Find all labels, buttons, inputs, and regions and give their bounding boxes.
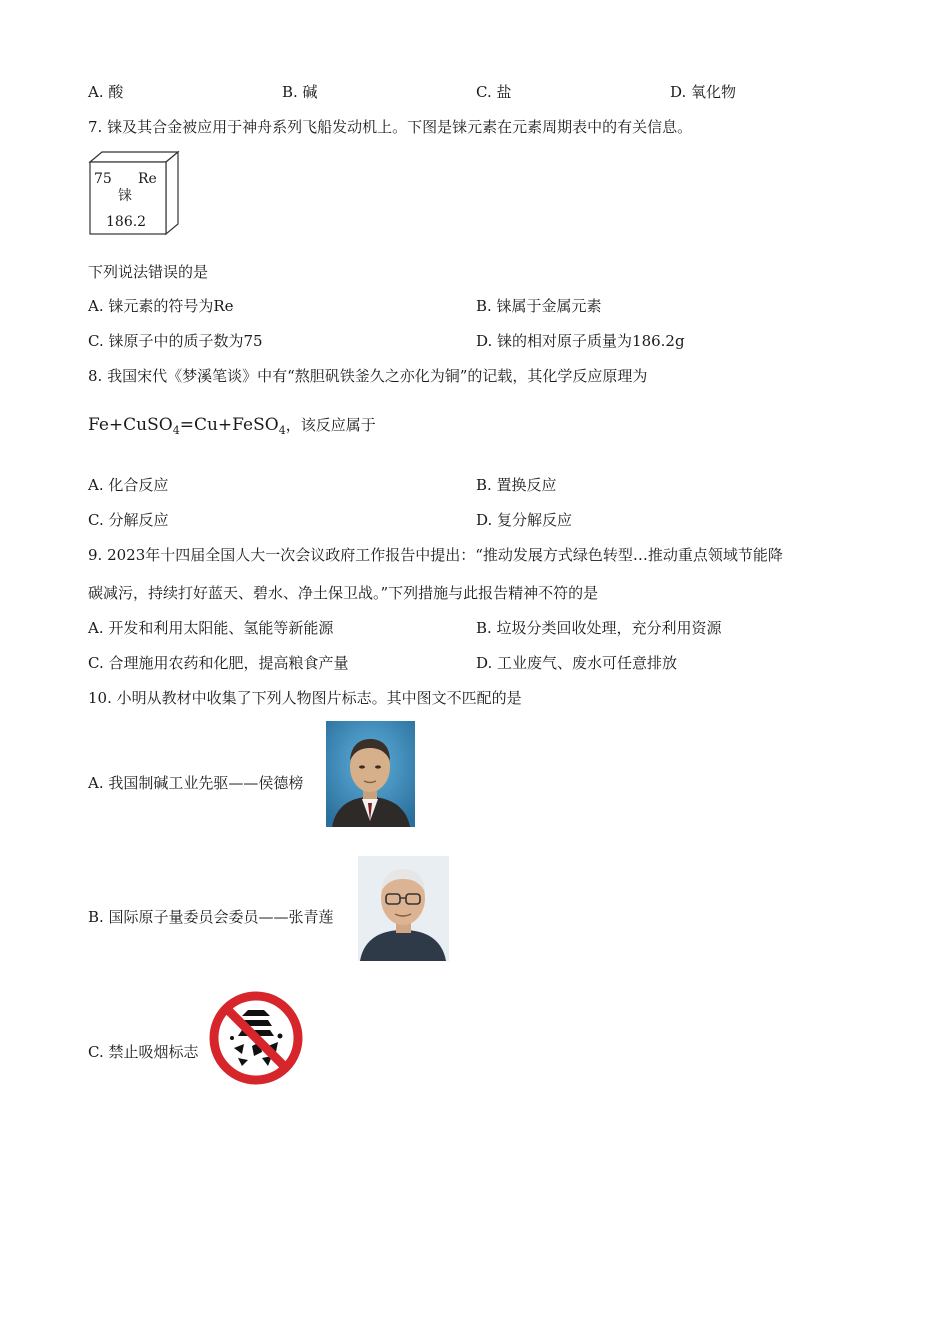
q8-option-d: D. 复分解反应 [476,511,573,529]
q6-option-c: C. 盐 [476,83,512,101]
q9-stem-line-2: 碳减污，持续打好蓝天、碧水、净土保卫战。”下列措施与此报告精神不符的是 [88,584,599,602]
q7-option-b: B. 铼属于金属元素 [476,297,602,315]
equation-part-2: =Cu+FeSO [179,415,279,435]
q8-option-a: A. 化合反应 [88,476,169,494]
q9-option-d: D. 工业废气、废水可任意排放 [476,654,678,672]
element-mass: 186.2 [106,214,147,230]
equation-tail: ，该反应属于 [285,416,376,434]
q7-stem: 7. 铼及其合金被应用于神舟系列飞船发动机上。下图是铼元素在元素周期表中的有关信息。 [88,118,693,136]
q8-option-c: C. 分解反应 [88,511,169,529]
element-number: 75 [94,171,112,187]
equation-part-1: Fe+CuSO [88,415,173,435]
q8-option-b: B. 置换反应 [476,476,557,494]
q8-stem: 8. 我国宋代《梦溪笔谈》中有“熬胆矾铁釜久之亦化为铜”的记载，其化学反应原理为 [88,367,648,385]
q7-option-a: A. 铼元素的符号为Re [88,297,234,315]
no-fireworks-sign-icon [208,990,304,1086]
q7-prompt: 下列说法错误的是 [88,263,209,281]
element-symbol: Re [138,171,157,187]
q6-option-a: A. 酸 [88,83,124,101]
q10-option-b: B. 国际原子量委员会委员——张青莲 [88,908,334,926]
q6-option-d: D. 氧化物 [670,83,737,101]
q6-option-b: B. 碱 [282,83,318,101]
q10-option-a: A. 我国制碱工业先驱——侯德榜 [88,774,304,792]
q10-option-c: C. 禁止吸烟标志 [88,1043,199,1061]
q9-stem-line-1: 9. 2023年十四届全国人大一次会议政府工作报告中提出：“推动发展方式绿色转型…推动重点领域节能降 [88,546,783,564]
q7-option-c: C. 铼原子中的质子数为75 [88,332,263,350]
q9-option-b: B. 垃圾分类回收处理，充分利用资源 [476,619,722,637]
q8-equation [88,414,376,442]
q9-option-a: A. 开发和利用太阳能、氢能等新能源 [88,619,334,637]
equation-sub-1: 4 [172,424,180,437]
element-name: 铼 [118,188,132,204]
q7-option-d: D. 铼的相对原子质量为186.2g [476,332,685,350]
element-tile [88,150,180,236]
portrait-hou-debang [326,721,415,827]
q9-option-c: C. 合理施用农药和化肥，提高粮食产量 [88,654,349,672]
portrait-zhang-qinglian [358,856,449,961]
equation-sub-2: 4 [278,424,286,437]
q10-stem: 10. 小明从教材中收集了下列人物图片标志。其中图文不匹配的是 [88,689,522,707]
